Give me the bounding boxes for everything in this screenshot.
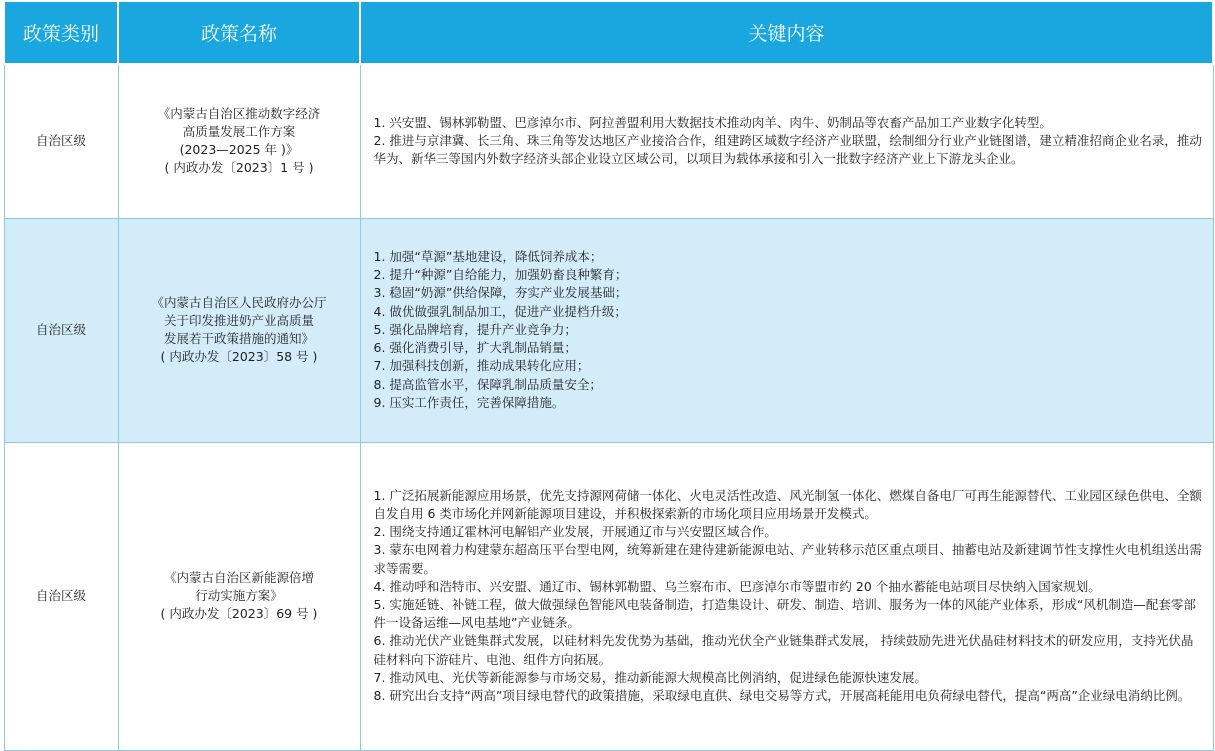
policy-name-line: 高质量发展工作方案 [182,124,296,140]
policy-name [118,442,360,750]
header-category: 政策类别 [4,1,118,64]
policy-content [360,64,1213,218]
content-item: 6. 推动光伏产业链集群式发展，以硅材料先发优势为基础，推动光伏全产业链集群式发展， 持续鼓励先进光伏晶硅材料技术的研发应用，支持光伏晶硅材料向下游硅片、电池、组件方向拓展。 [373,633,1194,667]
table-row [4,442,1213,750]
policy-name-line: ( 内政办发〔2023〕58 号 ) [160,349,318,365]
header-content: 关键内容 [360,1,1213,64]
content-item: 5. 强化品牌培育，提升产业竞争力； [373,321,577,337]
policy-name-line: ( 内政办发〔2023〕69 号 ) [160,606,318,622]
content-item: 9. 压实工作责任，完善保障措施。 [373,394,565,410]
content-item: 1. 兴安盟、锡林郭勒盟、巴彦淖尔市、阿拉善盟利用大数据技术推动肉羊、肉牛、奶制品等农畜产品加工产业数字化转型。 [373,114,1052,130]
policy-name-line: 《内蒙古自治区人民政府办公厅 [151,294,327,310]
content-item: 3. 蒙东电网着力构建蒙东超高压平台型电网，统筹新建在建待建新能源电站、产业转移示范区重点项目、抽蓄电站及新建调节性支撑性火电机组送出需求等需要。 [373,542,1202,576]
content-item: 1. 广泛拓展新能源应用场景，优先支持源网荷储一体化、火电灵活性改造、风光制氢一体化、燃煤自备电厂可再生能源替代、工业园区绿色供电、全额自发自用 6 类市场化并网新能源项目建设，并积极探索新的市场化项目应用场景开发模式。 [373,487,1202,521]
table-row [4,218,1213,442]
policy-name [118,64,360,218]
content-item: 3. 稳固“奶源”供给保障，夯实产业发展基础； [373,285,628,301]
content-item: 2. 推进与京津冀、长三角、珠三角等发达地区产业接洽合作，组建跨区域数字经济产业联盟，绘制细分行业产业链图谱，建立精准招商企业名录，推动华为、新华三等国内外数字经济头部企业设立区域公司，以项目为载体承接和引入一批数字经济产业上下游龙头企业。 [373,133,1202,167]
policy-table [3,0,1214,751]
content-item: 5. 实施延链、补链工程，做大做强绿色智能风电装备制造，打造集设计、研发、制造、培训、服务为一体的风能产业体系，形成“风机制造—配套零部件一设备运维—风电基地”产业链条。 [373,597,1196,631]
policy-name-line: 发展若干政策措施的通知》 [163,331,314,346]
policy-category: 自治区级 [4,442,118,750]
policy-name-line: (2023—2025 年 )》 [179,142,299,158]
policy-name [118,218,360,442]
header-name: 政策名称 [118,1,360,64]
content-item: 7. 推动风电、光伏等新能源参与市场交易，推动新能源大规模高比例消纳，促进绿色能源快速发展。 [373,669,927,685]
policy-name-line: 关于印发推进奶产业高质量 [163,312,314,328]
table-row [4,64,1213,218]
content-item: 6. 强化消费引导，扩大乳制品销量； [373,340,577,356]
content-item: 1. 加强“草源”基地建设，降低饲养成本； [373,249,603,265]
policy-category: 自治区级 [4,218,118,442]
policy-category: 自治区级 [4,64,118,218]
content-item: 4. 推动呼和浩特市、兴安盟、通辽市、锡林郭勒盟、乌兰察布市、巴彦淖尔市等盟市约 20 个抽水蓄能电站项目尽快纳入国家规划。 [373,578,1101,594]
policy-content [360,218,1213,442]
content-item: 7. 加强科技创新，推动成果转化应用； [373,358,590,374]
policy-name-line: 《内蒙古自治区新能源倍增 [163,569,314,585]
policy-name-line: ( 内政办发〔2023〕1 号 ) [164,160,314,176]
content-item: 8. 研究出台支持“两高”项目绿电替代的政策措施，采取绿电直供、绿电交易等方式，开展高耗能用电负荷绿电替代，提高“两高”企业绿电消纳比例。 [373,688,1191,704]
header-row [4,1,1213,64]
content-item: 2. 提升“种源”自给能力，加强奶畜良种繁育； [373,267,628,283]
policy-name-line: 行动实施方案》 [195,587,283,603]
content-item: 2. 围绕支持通辽霍林河电解铝产业发展，开展通辽市与兴安盟区域合作。 [373,524,777,540]
policy-name-line: 《内蒙古自治区推动数字经济 [157,105,321,121]
content-item: 4. 做优做强乳制品加工，促进产业提档升级； [373,303,627,319]
content-item: 8. 提高监管水平，保障乳制品质量安全； [373,376,602,392]
policy-content [360,442,1213,750]
